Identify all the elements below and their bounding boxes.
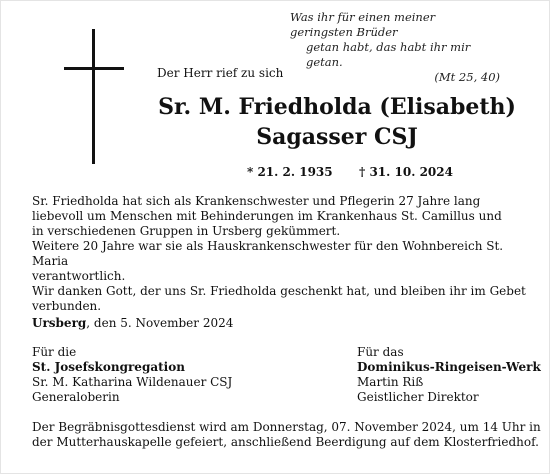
signature-left (32, 345, 232, 405)
funeral-info (32, 420, 542, 450)
body-line-2: liebevoll um Menschen mit Behinderungen im Krankenhaus St. Camillus und (32, 209, 502, 223)
name-line-2: Sagasser CSJ (256, 124, 418, 150)
quote-line-1: Was ihr für einen meiner geringsten Brüder (290, 10, 436, 39)
signature-right-prefix: Für das (357, 345, 404, 359)
funeral-line-2: der Mutterhauskapelle gefeiert, anschließend Beerdigung auf dem Klosterfriedhof. (32, 435, 539, 449)
quote-line-2: getan habt, das habt ihr mir getan. (306, 40, 471, 69)
bible-quote (290, 10, 500, 85)
name-line-1: Sr. M. Friedholda (Elisabeth) (158, 94, 516, 120)
quote-reference: (Mt 25, 40) (434, 70, 500, 84)
signature-right-role: Geistlicher Direktor (357, 390, 479, 404)
place-name: Ursberg (32, 316, 87, 330)
body-line-5: verantwortlich. (32, 269, 126, 283)
signature-left-prefix: Für die (32, 345, 77, 359)
latin-cross-icon (64, 29, 124, 164)
body-line-6: Wir danken Gott, der uns Sr. Friedholda geschenkt hat, und bleiben ihr im Gebet (32, 284, 526, 298)
intro-text: Der Herr rief zu sich (157, 66, 284, 80)
signature-left-person: Sr. M. Katharina Wildenauer CSJ (32, 375, 233, 389)
signature-left-role: Generaloberin (32, 390, 120, 404)
signature-right-org: Dominikus-Ringeisen-Werk (357, 360, 541, 374)
notice-date: , den 5. November 2024 (86, 316, 234, 330)
cross-horizontal-beam (64, 67, 124, 70)
obituary-text (32, 194, 532, 314)
deceased-name (157, 92, 517, 152)
death-date: † 31. 10. 2024 (359, 165, 453, 179)
funeral-line-1: Der Begräbnisgottesdienst wird am Donnerstag, 07. November 2024, um 14 Uhr in (32, 420, 541, 434)
birth-date: * 21. 2. 1935 (247, 165, 333, 179)
signature-right-person: Martin Riß (357, 375, 424, 389)
signature-left-org: St. Josefskongregation (32, 360, 185, 374)
body-line-3: in verschiedenen Gruppen in Ursberg gekümmert. (32, 224, 341, 238)
cross-vertical-beam (92, 29, 95, 164)
signature-right (357, 345, 541, 405)
body-line-4: Weitere 20 Jahre war sie als Hauskrankenschwester für den Wohnbereich St. Maria (32, 239, 504, 268)
body-line-7: verbunden. (32, 299, 102, 313)
body-line-1: Sr. Friedholda hat sich als Krankenschwester und Pflegerin 27 Jahre lang (32, 194, 481, 208)
place-and-date (32, 316, 233, 330)
